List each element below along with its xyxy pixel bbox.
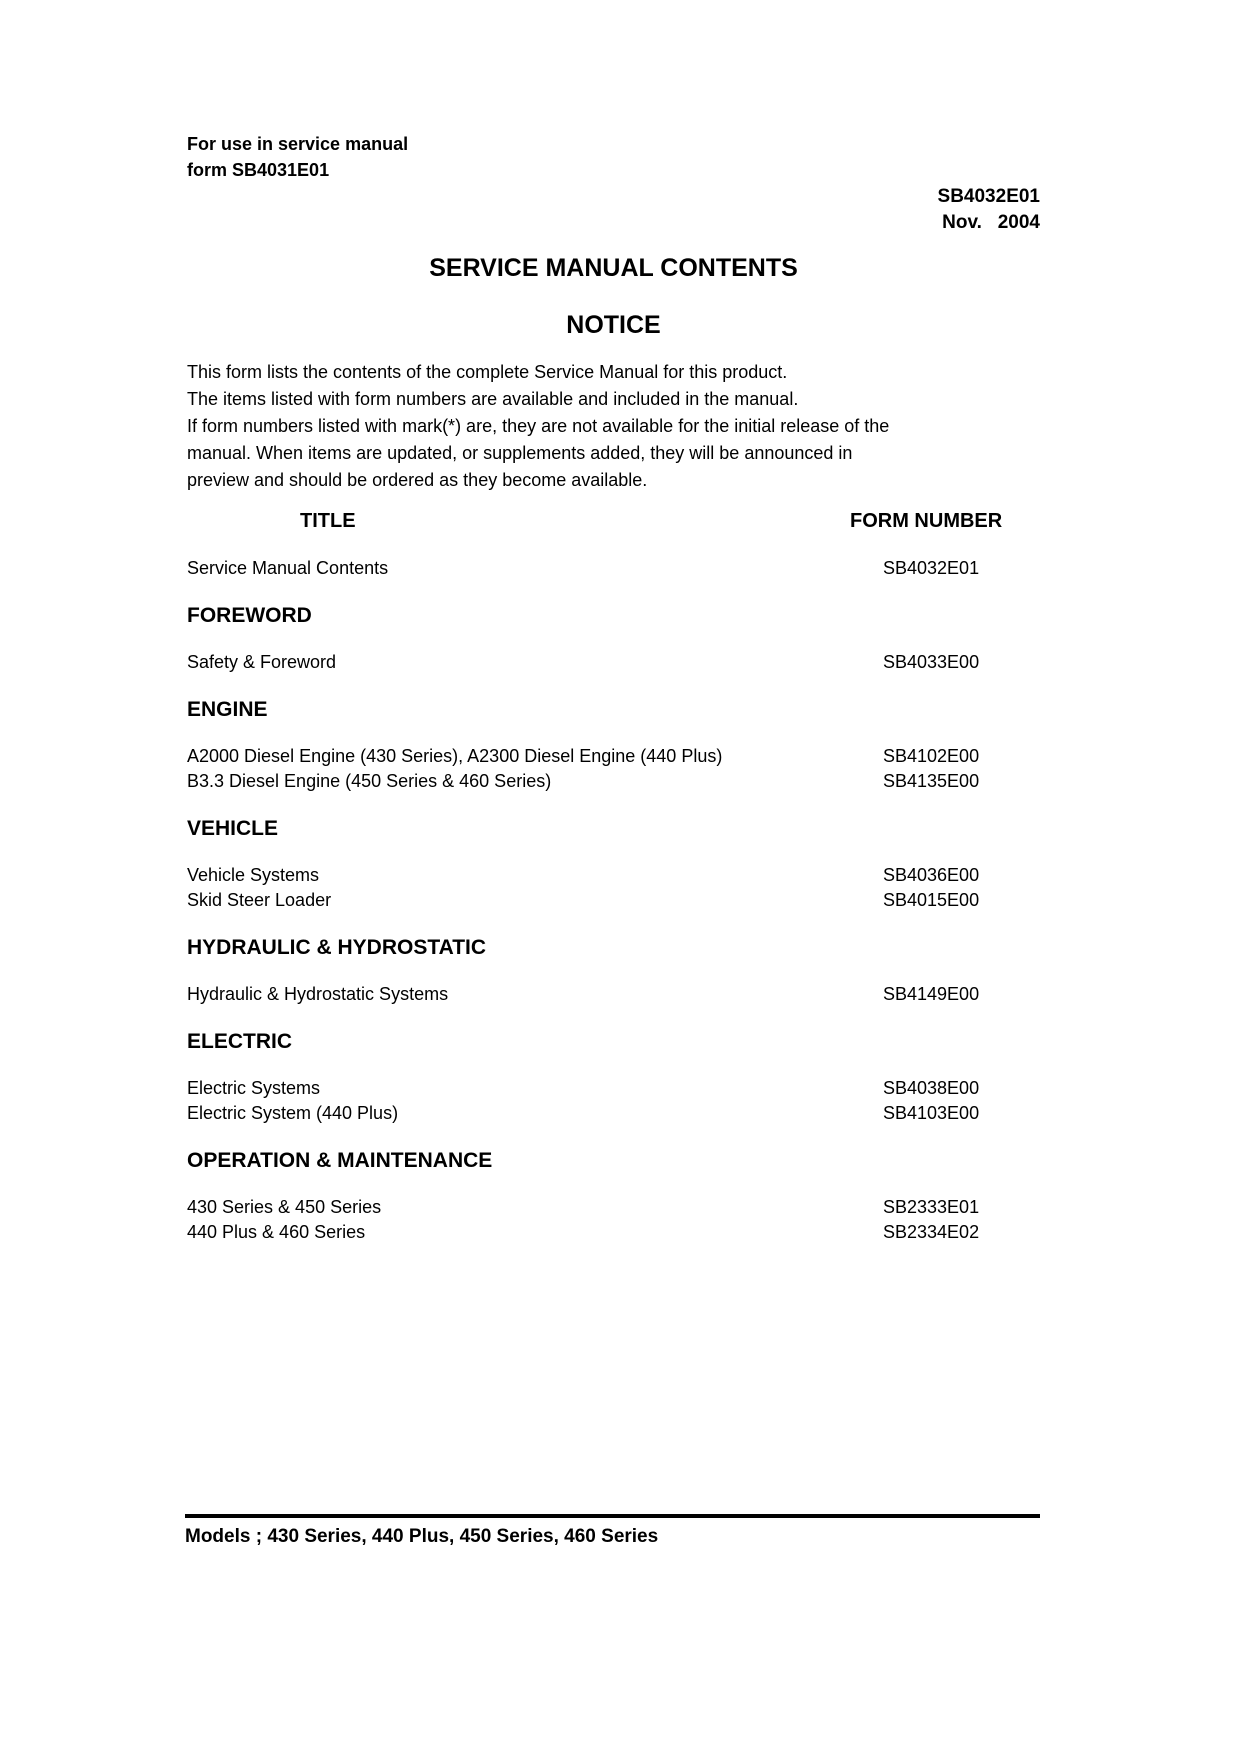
contents-section: [187, 1148, 1040, 1245]
row-title: Hydraulic & Hydrostatic Systems: [187, 984, 449, 1004]
section-rows: [187, 1195, 1040, 1245]
contents-section: [187, 697, 1040, 794]
row-title: B3.3 Diesel Engine (450 Series & 460 Series): [187, 771, 552, 791]
notice-paragraph: [187, 359, 1040, 494]
section-rows: [187, 863, 1040, 913]
table-row: [187, 1220, 1040, 1245]
table-row: [187, 1076, 1040, 1101]
notice-line: manual. When items are updated, or supplements added, they will be announced in: [187, 443, 853, 463]
table-row: [187, 982, 1040, 1007]
header-usage-note-line1: For use in service manual: [187, 134, 409, 154]
row-title: Skid Steer Loader: [187, 890, 332, 910]
table-row: [187, 863, 1040, 888]
table-row: [187, 888, 1040, 913]
contents-section: [187, 1029, 1040, 1126]
header-form-block: [187, 184, 1040, 236]
table-row: [187, 769, 1040, 794]
footer-rule: [185, 1514, 1040, 1518]
column-header-form-number: FORM NUMBER: [850, 510, 1003, 532]
header-date: Nov. 2004: [942, 212, 1040, 233]
notice-line: This form lists the contents of the complete Service Manual for this product.: [187, 362, 788, 382]
section-heading: OPERATION & MAINTENANCE: [187, 1149, 493, 1172]
table-row: [187, 1101, 1040, 1126]
row-title: 430 Series & 450 Series: [187, 1197, 382, 1217]
page-footer: [185, 1514, 1040, 1549]
table-row: [187, 744, 1040, 769]
section-heading: ENGINE: [187, 698, 268, 721]
contents-section: [187, 556, 1040, 581]
row-form-number: SB2333E01: [883, 1197, 980, 1217]
row-form-number: SB4032E01: [883, 558, 980, 578]
header-usage-note-line2: form SB4031E01: [187, 160, 330, 180]
table-row: [187, 650, 1040, 675]
section-heading: HYDRAULIC & HYDROSTATIC: [187, 936, 487, 959]
section-heading: ELECTRIC: [187, 1030, 292, 1053]
contents-list: [187, 556, 1040, 1245]
row-form-number: SB4102E00: [883, 746, 980, 766]
row-title: Electric System (440 Plus): [187, 1103, 399, 1123]
section-heading: FOREWORD: [187, 604, 312, 627]
contents-section: [187, 816, 1040, 913]
page-title: SERVICE MANUAL CONTENTS: [429, 254, 798, 282]
notice-line: If form numbers listed with mark(*) are, they are not available for the initial release of the: [187, 416, 890, 436]
header-usage-note: [187, 131, 1040, 183]
row-title: Service Manual Contents: [187, 558, 389, 578]
row-form-number: SB4103E00: [883, 1103, 980, 1123]
row-title: Electric Systems: [187, 1078, 321, 1098]
row-title: Vehicle Systems: [187, 865, 320, 885]
row-title: Safety & Foreword: [187, 652, 337, 672]
contents-column-headers: [187, 508, 1040, 534]
column-header-title: TITLE: [300, 510, 356, 532]
row-form-number: SB4036E00: [883, 865, 980, 885]
section-rows: [187, 1076, 1040, 1126]
contents-section: [187, 603, 1040, 675]
section-rows: [187, 556, 1040, 581]
notice-line: preview and should be ordered as they become available.: [187, 470, 648, 490]
table-row: [187, 556, 1040, 581]
contents-section: [187, 935, 1040, 1007]
section-heading: VEHICLE: [187, 817, 279, 840]
row-form-number: SB2334E02: [883, 1222, 980, 1242]
notice-title: NOTICE: [566, 311, 661, 339]
row-title: 440 Plus & 460 Series: [187, 1222, 366, 1242]
row-title: A2000 Diesel Engine (430 Series), A2300 Diesel Engine (440 Plus): [187, 746, 723, 766]
row-form-number: SB4038E00: [883, 1078, 980, 1098]
header-form-number: SB4032E01: [937, 186, 1040, 207]
row-form-number: SB4015E00: [883, 890, 980, 910]
table-row: [187, 1195, 1040, 1220]
section-rows: [187, 744, 1040, 794]
notice-line: The items listed with form numbers are available and included in the manual.: [187, 389, 799, 409]
row-form-number: SB4135E00: [883, 771, 980, 791]
section-rows: [187, 982, 1040, 1007]
page-content: [187, 0, 1040, 1245]
row-form-number: SB4033E00: [883, 652, 980, 672]
footer-models-line: Models ; 430 Series, 440 Plus, 450 Series, 460 Series: [185, 1526, 659, 1547]
row-form-number: SB4149E00: [883, 984, 980, 1004]
section-rows: [187, 650, 1040, 675]
